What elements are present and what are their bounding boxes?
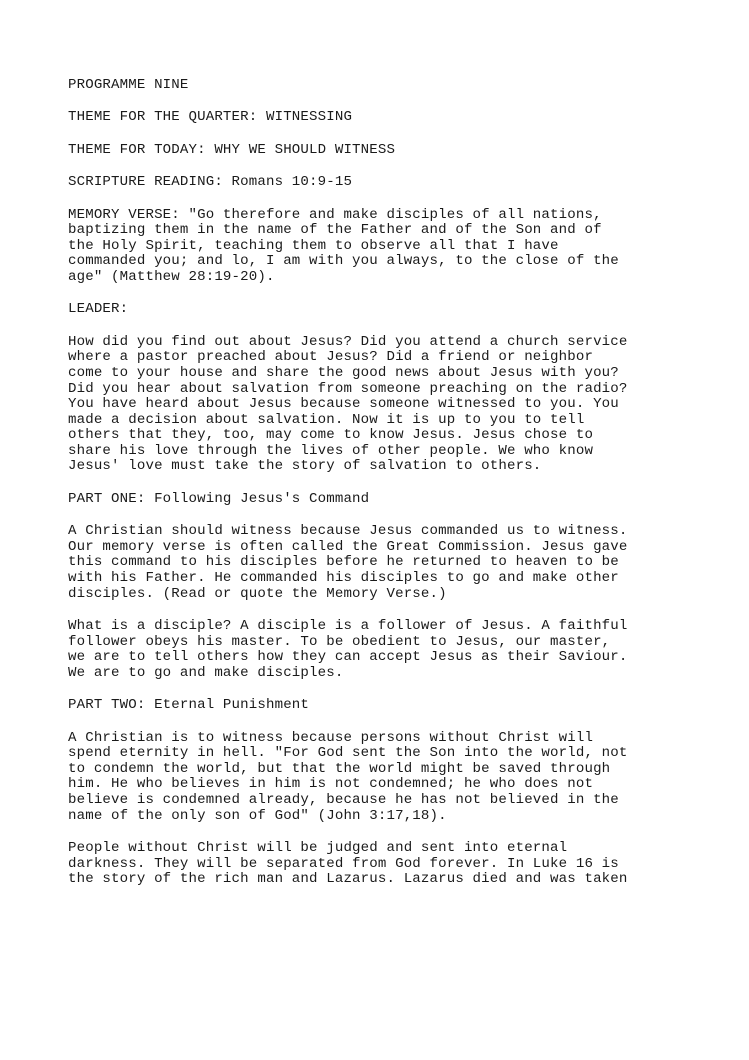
text-line: A Christian should witness because Jesus commanded us to witness.	[68, 523, 628, 540]
text-line: with his Father. He commanded his disciples to go and make other	[68, 570, 619, 587]
text-line: PART TWO: Eternal Punishment	[68, 697, 310, 714]
text-line: him. He who believes in him is not condemned; he who does not	[68, 776, 594, 793]
text-line: SCRIPTURE READING: Romans 10:9-15	[68, 174, 353, 191]
part-one-text-1	[68, 524, 738, 602]
text-line: we are to tell others how they can accept Jesus as their Saviour.	[68, 649, 628, 666]
text-line: How did you find out about Jesus? Did you attend a church service	[68, 333, 628, 350]
text-line: THEME FOR TODAY: WHY WE SHOULD WITNESS	[68, 141, 396, 158]
text-line: follower obeys his master. To be obedient to Jesus, our master,	[68, 633, 611, 650]
text-line: THEME FOR THE QUARTER: WITNESSING	[68, 109, 353, 126]
leader-heading	[68, 302, 738, 318]
text-line: the story of the rich man and Lazarus. Lazarus died and was taken	[68, 871, 628, 888]
text-line: LEADER:	[68, 301, 129, 318]
text-line: commanded you; and lo, I am with you always, to the close of the	[68, 253, 619, 270]
memory-verse	[68, 208, 738, 286]
document-page	[68, 78, 738, 905]
text-line: We are to go and make disciples.	[68, 664, 344, 681]
text-line: Did you hear about salvation from someone preaching on the radio?	[68, 380, 628, 397]
text-line: baptizing them in the name of the Father and of the Son and of	[68, 222, 602, 239]
text-line: others that they, too, may come to know Jesus. Jesus chose to	[68, 427, 594, 444]
theme-quarter	[68, 110, 738, 126]
text-line: made a decision about salvation. Now it is up to you to tell	[68, 411, 585, 428]
text-line: age" (Matthew 28:19-20).	[68, 268, 275, 285]
text-line: to condemn the world, but that the world might be saved through	[68, 760, 611, 777]
part-one-heading	[68, 492, 738, 508]
text-line: darkness. They will be separated from God forever. In Luke 16 is	[68, 855, 619, 872]
text-line: the Holy Spirit, teaching them to observe all that I have	[68, 237, 559, 254]
programme-title	[68, 78, 738, 94]
text-line: Jesus' love must take the story of salvation to others.	[68, 458, 542, 475]
text-line: this command to his disciples before he returned to heaven to be	[68, 554, 619, 571]
text-line: PROGRAMME NINE	[68, 77, 189, 93]
text-line: What is a disciple? A disciple is a follower of Jesus. A faithful	[68, 618, 628, 635]
text-line: name of the only son of God" (John 3:17,18).	[68, 807, 447, 824]
text-line: You have heard about Jesus because someone witnessed to you. You	[68, 396, 619, 413]
text-line: share his love through the lives of other people. We who know	[68, 442, 594, 459]
text-line: Our memory verse is often called the Great Commission. Jesus gave	[68, 538, 628, 555]
part-two-heading	[68, 698, 738, 714]
leader-text	[68, 335, 738, 475]
part-two-text-2	[68, 841, 738, 888]
text-line: MEMORY VERSE: "Go therefore and make disciples of all nations,	[68, 206, 602, 223]
text-line: spend eternity in hell. "For God sent the Son into the world, not	[68, 745, 628, 762]
part-two-text-1	[68, 731, 738, 825]
scripture-reading	[68, 175, 738, 191]
part-one-text-2	[68, 619, 738, 681]
text-line: A Christian is to witness because persons without Christ will	[68, 729, 594, 746]
theme-today	[68, 143, 738, 159]
text-line: believe is condemned already, because he has not believed in the	[68, 791, 619, 808]
text-line: People without Christ will be judged and sent into eternal	[68, 839, 568, 856]
text-line: disciples. (Read or quote the Memory Verse.)	[68, 585, 447, 602]
text-line: where a pastor preached about Jesus? Did a friend or neighbor	[68, 349, 594, 366]
text-line: come to your house and share the good news about Jesus with you?	[68, 364, 619, 381]
text-line: PART ONE: Following Jesus's Command	[68, 490, 370, 507]
